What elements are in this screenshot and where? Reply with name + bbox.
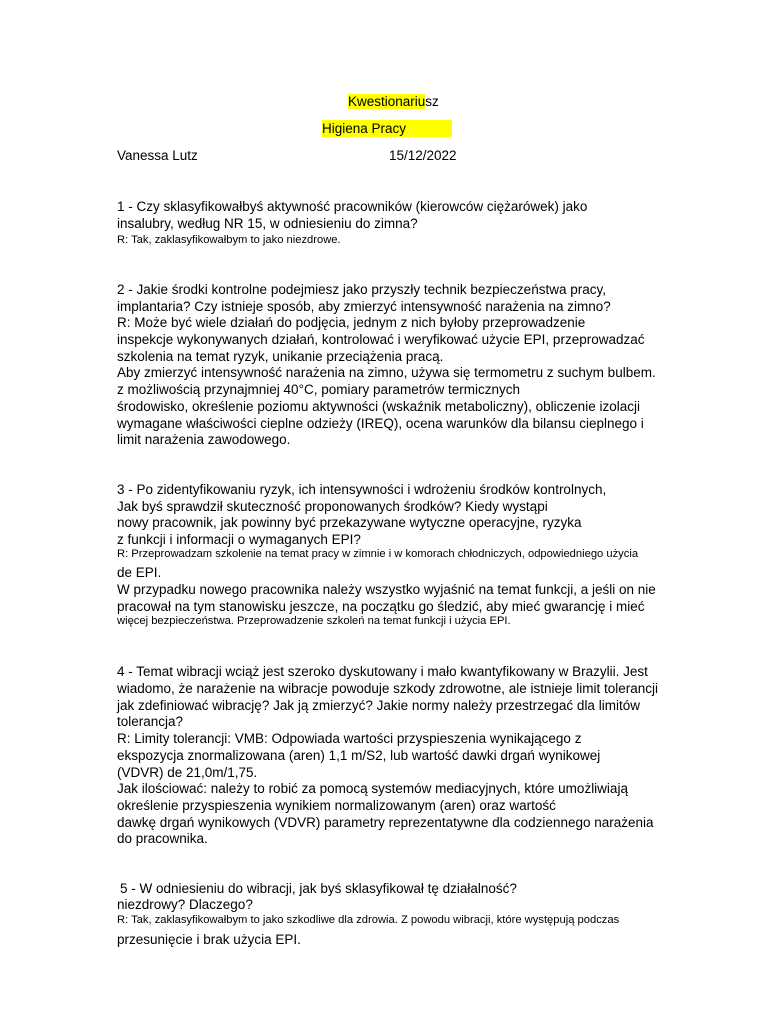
answer-2-line: inspekcje wykonywanych działań, kontrolować i weryfikować użycie EPI, przeprowadzać (117, 332, 645, 347)
answer-4-line: określenie przyspieszenia wynikiem normalizowanym (aren) oraz wartość (117, 798, 556, 813)
answer-2-line: wymagane właściwości cieplne odzieży (IREQ), ocena warunków dla bilansu cieplnego i (117, 416, 644, 431)
question-5-line: niezdrowy? Dlaczego? (117, 897, 253, 912)
question-3-line: nowy pracownik, jak powinny być przekazywane wytyczne operacyjne, ryzyka (117, 515, 582, 530)
answer-2-line: Aby zmierzyć intensywność narażenia na zimno, używa się termometru z suchym bulbem. (117, 365, 656, 380)
answer-2-line: środowisko, określenie poziomu aktywności (wskaźnik metaboliczny), obliczenie izolacji (117, 399, 640, 414)
answer-4-line: R: Limity tolerancji: VMB: Odpowiada wartości przyspieszenia wynikającego z (117, 731, 582, 746)
document-title (348, 93, 439, 110)
author-name: Vanessa Lutz (117, 148, 198, 163)
answer-3-line: więcej bezpieczeństwa. Przeprowadzenie szkoleń na temat funkcji i użycia EPI. (117, 615, 511, 627)
answer-1-line: R: Tak, zaklasyfikowałbym to jako niezdrowe. (117, 234, 341, 246)
document-subtitle (322, 120, 452, 137)
answer-2-line: szkolenia na temat ryzyk, unikanie przeciążenia pracą. (117, 349, 444, 364)
question-5-line: 5 - W odniesieniu do wibracji, jak byś sklasyfikował tę działalność? (120, 881, 517, 896)
question-4-line: wiadomo, że narażenie na wibracje powoduje szkody zdrowotne, ale istnieje limit tolerancji (117, 681, 659, 696)
answer-4-line: dawkę drgań wynikowych (VDVR) parametry reprezentatywne dla codziennego narażenia (117, 815, 654, 830)
title-highlighted: Kwestionariu (348, 94, 426, 109)
subtitle-highlighted: Higiena Pracy (322, 120, 452, 137)
answer-4-line: ekspozycja znormalizowana (aren) 1,1 m/S2, lub wartość dawki drgań wynikowej (117, 748, 601, 763)
answer-2-line: R: Może być wiele działań do podjęcia, jednym z nich byłoby przeprowadzenie (117, 315, 586, 330)
answer-4-line: (VDVR) de 21,0m/1,75. (117, 765, 258, 780)
answer-5-line: R: Tak, zaklasyfikowałbym to jako szkodliwe dla zdrowia. Z powodu wibracji, które występują podczas (117, 914, 620, 926)
answer-3-line: de EPI. (117, 565, 162, 580)
question-4-line: tolerancja? (117, 714, 184, 729)
question-3-line: 3 - Po zidentyfikowaniu ryzyk, ich intensywności i wdrożeniu środków kontrolnych, (117, 482, 607, 497)
title-rest: sz (425, 94, 439, 109)
question-4-line: jak zdefiniować wibrację? Jak ją zmierzyć? Jakie normy należy przestrzegać dla limitów (117, 698, 640, 713)
question-4-line: 4 - Temat wibracji wciąż jest szeroko dyskutowany i mało kwantyfikowany w Brazylii. Jest (117, 664, 648, 679)
answer-2-line: limit narażenia zawodowego. (117, 432, 291, 447)
question-1-line: 1 - Czy sklasyfikowałbyś aktywność pracowników (kierowców ciężarówek) jako (117, 199, 588, 214)
answer-3-line: pracował na tym stanowisku jeszcze, na początku go śledzić, aby mieć gwarancję i mieć (117, 599, 645, 614)
answer-3-line: R: Przeprowadzam szkolenie na temat pracy w zimnie i w komorach chłodniczych, odpowiedniego użycia (117, 548, 639, 560)
answer-4-line: do pracownika. (117, 831, 208, 846)
question-1-line: insalubry, według NR 15, w odniesieniu do zimna? (117, 216, 418, 231)
answer-2-line: z możliwością przynajmniej 40°C, pomiary parametrów termicznych (117, 382, 521, 397)
question-3-line: Jak byś sprawdził skuteczność proponowanych środków? Kiedy wystąpi (117, 499, 548, 514)
document-date: 15/12/2022 (389, 148, 457, 163)
question-3-line: z funkcji i informacji o wymaganych EPI? (117, 532, 361, 547)
question-2-line: implantaria? Czy istnieje sposób, aby zmierzyć intensywność narażenia na zimno? (117, 299, 611, 314)
answer-4-line: Jak ilościować: należy to robić za pomocą systemów mediacyjnych, które umożliwiają (117, 781, 628, 796)
answer-3-line: W przypadku nowego pracownika należy wszystko wyjaśnić na temat funkcji, a jeśli on nie (117, 582, 656, 597)
question-2-line: 2 - Jakie środki kontrolne podejmiesz jako przyszły technik bezpieczeństwa pracy, (117, 282, 606, 297)
answer-5-line: przesunięcie i brak użycia EPI. (117, 932, 301, 947)
